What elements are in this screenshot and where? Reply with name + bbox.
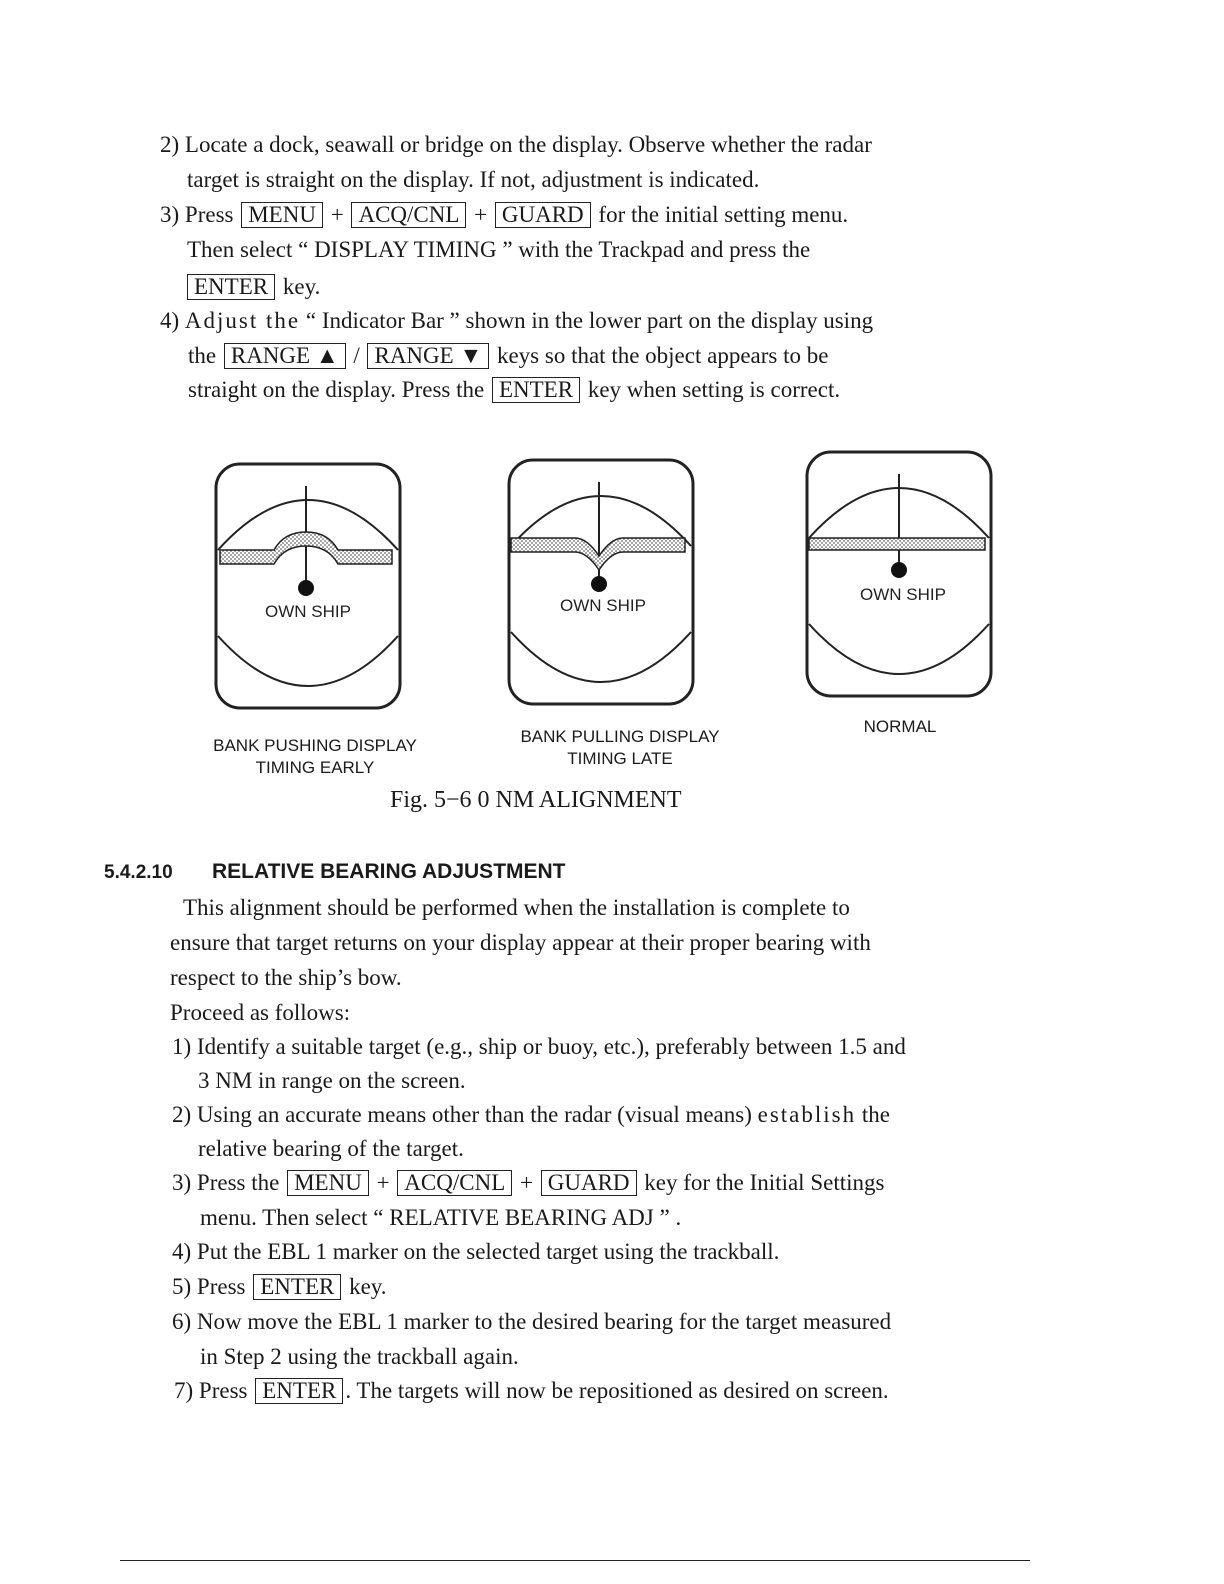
- sec-step1-line2: 3 NM in range on the screen.: [198, 1068, 466, 1093]
- caption-bank-pushing: [190, 735, 440, 779]
- range-down-key: RANGE ▼: [367, 343, 489, 369]
- guard-key: GUARD: [495, 202, 591, 228]
- step3-line1: [160, 200, 848, 230]
- sec-step2-line1: [172, 1100, 890, 1130]
- sec-step5-pre: 5) Press: [172, 1274, 246, 1299]
- step4-line3: [188, 375, 840, 405]
- section-number: 5.4.2.10: [104, 862, 173, 883]
- step4-line1: [160, 306, 873, 336]
- sec-step3-line2: menu. Then select “ RELATIVE BEARING ADJ ” .: [200, 1205, 682, 1230]
- sec-step3-post: key for the Initial Settings: [644, 1170, 885, 1195]
- own-ship-label: OWN SHIP: [265, 602, 351, 621]
- bank-pushing-display-figure: [212, 460, 404, 712]
- sec-step6-line2: in Step 2 using the trackball again.: [200, 1344, 519, 1369]
- sec-step7-pre: 7) Press: [174, 1378, 248, 1403]
- indicator-bar: [809, 538, 985, 550]
- step4-line2: [188, 341, 828, 371]
- acq-cnl-key: ACQ/CNL: [351, 202, 466, 228]
- sec-step4: 4) Put the EBL 1 marker on the selected target using the trackball.: [172, 1239, 780, 1264]
- para-line: Proceed as follows:: [170, 1000, 351, 1025]
- para-line: ensure that target returns on your display appear at their proper bearing with: [170, 930, 871, 955]
- step2-line1: 2) Locate a dock, seawall or bridge on the display. Observe whether the radar: [160, 132, 872, 157]
- guard-key: GUARD: [541, 1170, 637, 1196]
- own-ship-label: OWN SHIP: [860, 585, 946, 604]
- step4-pre: 4): [160, 308, 180, 333]
- step4-line1-rest: “ Indicator Bar ” shown in the lower part on the display using: [305, 308, 874, 333]
- caption-line: BANK PULLING DISPLAY: [520, 727, 720, 746]
- enter-key: ENTER: [255, 1378, 343, 1404]
- bank-pulling-display-figure: [505, 456, 697, 708]
- plus-sign: +: [474, 202, 488, 227]
- sec-step2-post: the: [861, 1102, 890, 1127]
- para-line: respect to the ship’s bow.: [170, 965, 402, 990]
- step4-line3-pre: straight on the display. Press the: [188, 377, 485, 402]
- enter-key: ENTER: [187, 274, 275, 300]
- sec-step3-pre: 3) Press the: [172, 1170, 280, 1195]
- sec-step7-post: . The targets will now be repositioned as desired on screen.: [345, 1378, 889, 1403]
- caption-normal: NORMAL: [863, 717, 937, 736]
- normal-display-figure: [803, 448, 995, 700]
- plus-sign: +: [376, 1170, 390, 1195]
- step3-line3: [185, 272, 320, 302]
- sec-step2-pre: 2) Using an accurate means other than the radar (visual means): [172, 1102, 752, 1127]
- menu-key: MENU: [241, 202, 323, 228]
- own-ship-dot: [591, 576, 607, 592]
- step3-pre: 3) Press: [160, 202, 234, 227]
- step4-adjust: Adjust the: [184, 308, 301, 333]
- caption-line: TIMING EARLY: [255, 758, 375, 777]
- acq-cnl-key: ACQ/CNL: [397, 1170, 512, 1196]
- enter-key: ENTER: [253, 1274, 341, 1300]
- caption-line: BANK PUSHING DISPLAY: [213, 736, 417, 755]
- range-circle-bottom: [809, 624, 989, 674]
- range-circle-bottom: [511, 632, 691, 682]
- sec-step5: [172, 1272, 387, 1302]
- step4-the: the: [188, 343, 217, 368]
- step4-line2-post: keys so that the object appears to be: [496, 343, 829, 368]
- figure-title: Fig. 5−6 0 NM ALIGNMENT: [390, 787, 682, 813]
- section-title: RELATIVE BEARING ADJUSTMENT: [212, 860, 566, 883]
- plus-sign: +: [330, 202, 344, 227]
- step4-line3-post: key when setting is correct.: [587, 377, 841, 402]
- menu-key: MENU: [287, 1170, 369, 1196]
- enter-key: ENTER: [492, 377, 580, 403]
- slash: /: [353, 343, 360, 368]
- step3-key-word: key.: [282, 274, 321, 299]
- caption-line: TIMING LATE: [567, 749, 673, 768]
- sec-step6-line1: 6) Now move the EBL 1 marker to the desired bearing for the target measured: [172, 1309, 892, 1334]
- own-ship-label: OWN SHIP: [560, 596, 646, 615]
- sec-step5-post: key.: [349, 1274, 387, 1299]
- sec-step1-line1: 1) Identify a suitable target (e.g., ship or buoy, etc.), preferably between 1.5 and: [172, 1034, 906, 1059]
- sec-step2-line2: relative bearing of the target.: [198, 1136, 464, 1161]
- footer-rule: [120, 1560, 1030, 1561]
- sec-step7: [174, 1376, 889, 1406]
- para-line: This alignment should be performed when the installation is complete to: [183, 895, 850, 920]
- own-ship-dot: [891, 562, 907, 578]
- caption-bank-pulling: [495, 726, 745, 770]
- own-ship-dot: [298, 580, 314, 596]
- sec-step2-establish: establish: [757, 1102, 857, 1127]
- sec-step3-line1: [172, 1168, 884, 1198]
- range-circle-bottom: [218, 636, 398, 686]
- step3-post: for the initial setting menu.: [598, 202, 849, 227]
- plus-sign: +: [520, 1170, 533, 1195]
- step2-line2: target is straight on the display. If not, adjustment is indicated.: [187, 167, 760, 192]
- range-up-key: RANGE ▲: [224, 343, 346, 369]
- step3-line2: Then select “ DISPLAY TIMING ” with the Trackpad and press the: [187, 237, 811, 262]
